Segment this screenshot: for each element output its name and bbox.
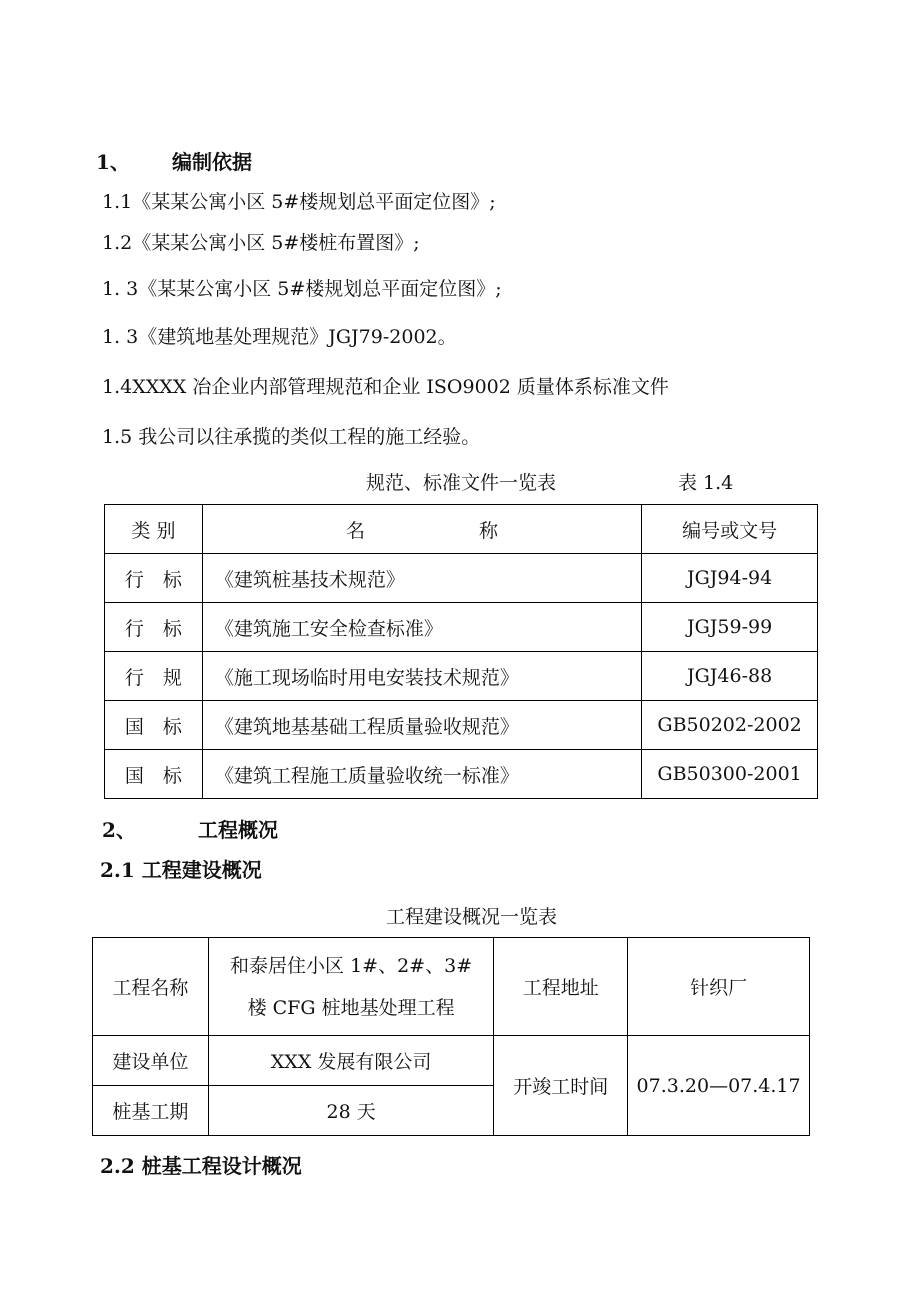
table-row bbox=[105, 750, 818, 799]
standards-table bbox=[104, 504, 818, 799]
project-address-value: 针织厂 bbox=[628, 938, 810, 1036]
cell-code: GB50202-2002 bbox=[642, 701, 818, 750]
cell-name: 《施工现场临时用电安装技术规范》 bbox=[202, 652, 641, 701]
table-header-row bbox=[105, 505, 818, 554]
builder-value: XXX 发展有限公司 bbox=[208, 1036, 494, 1086]
table-row bbox=[105, 652, 818, 701]
table1-caption: 规范、标准文件一览表 bbox=[366, 472, 557, 494]
cell-code: GB50300-2001 bbox=[642, 750, 818, 799]
section2-number: 2、 bbox=[102, 818, 136, 842]
item-1-3a: 1. 3《某某公寓小区 5#楼规划总平面定位图》; bbox=[102, 278, 502, 300]
item-1-5: 1.5 我公司以往承揽的类似工程的施工经验。 bbox=[102, 426, 481, 448]
cell-category: 行 标 bbox=[105, 554, 203, 603]
project-name-value bbox=[208, 938, 494, 1036]
item-1-2: 1.2《某某公寓小区 5#楼桩布置图》; bbox=[102, 232, 420, 254]
project-name-label: 工程名称 bbox=[93, 938, 209, 1036]
project-name-line2: 楼 CFG 桩地基处理工程 bbox=[247, 996, 455, 1019]
section2-title: 工程概况 bbox=[198, 818, 278, 842]
table1-number: 表 1.4 bbox=[678, 472, 734, 494]
table-row bbox=[105, 701, 818, 750]
item-1-4: 1.4XXXX 冶企业内部管理规范和企业 ISO9002 质量体系标准文件 bbox=[102, 376, 669, 398]
cell-category: 国 标 bbox=[105, 750, 203, 799]
table-row bbox=[93, 1036, 810, 1086]
cell-code: JGJ46-88 bbox=[642, 652, 818, 701]
cell-name: 《建筑桩基技术规范》 bbox=[202, 554, 641, 603]
table-row bbox=[105, 554, 818, 603]
builder-label: 建设单位 bbox=[93, 1036, 209, 1086]
table-row bbox=[105, 603, 818, 652]
cell-code: JGJ94-94 bbox=[642, 554, 818, 603]
cell-category: 国 标 bbox=[105, 701, 203, 750]
section2-1-title: 2.1 工程建设概况 bbox=[100, 858, 262, 882]
item-1-3b: 1. 3《建筑地基处理规范》JGJ79-2002。 bbox=[102, 326, 457, 348]
header-category: 类 别 bbox=[105, 505, 203, 554]
cell-category: 行 规 bbox=[105, 652, 203, 701]
project-address-label: 工程地址 bbox=[494, 938, 628, 1036]
cell-category: 行 标 bbox=[105, 603, 203, 652]
table2-caption: 工程建设概况一览表 bbox=[386, 906, 558, 928]
section1-title: 编制依据 bbox=[172, 150, 252, 174]
item-1-1: 1.1《某某公寓小区 5#楼规划总平面定位图》; bbox=[102, 191, 496, 213]
pile-period-value: 28 天 bbox=[208, 1086, 494, 1136]
project-name-line1: 和泰居住小区 1#、2#、3# bbox=[230, 954, 473, 977]
table-row bbox=[93, 938, 810, 1036]
header-code: 编号或文号 bbox=[642, 505, 818, 554]
cell-name: 《建筑地基基础工程质量验收规范》 bbox=[202, 701, 641, 750]
cell-name: 《建筑工程施工质量验收统一标准》 bbox=[202, 750, 641, 799]
project-overview-table bbox=[92, 937, 810, 1136]
pile-period-label: 桩基工期 bbox=[93, 1086, 209, 1136]
schedule-label: 开竣工时间 bbox=[494, 1036, 628, 1136]
section1-number: 1、 bbox=[96, 150, 130, 174]
cell-name: 《建筑施工安全检查标准》 bbox=[202, 603, 641, 652]
cell-code: JGJ59-99 bbox=[642, 603, 818, 652]
schedule-value: 07.3.20—07.4.17 bbox=[628, 1036, 810, 1136]
header-name: 名 称 bbox=[202, 505, 641, 554]
section2-2-title: 2.2 桩基工程设计概况 bbox=[100, 1154, 302, 1178]
